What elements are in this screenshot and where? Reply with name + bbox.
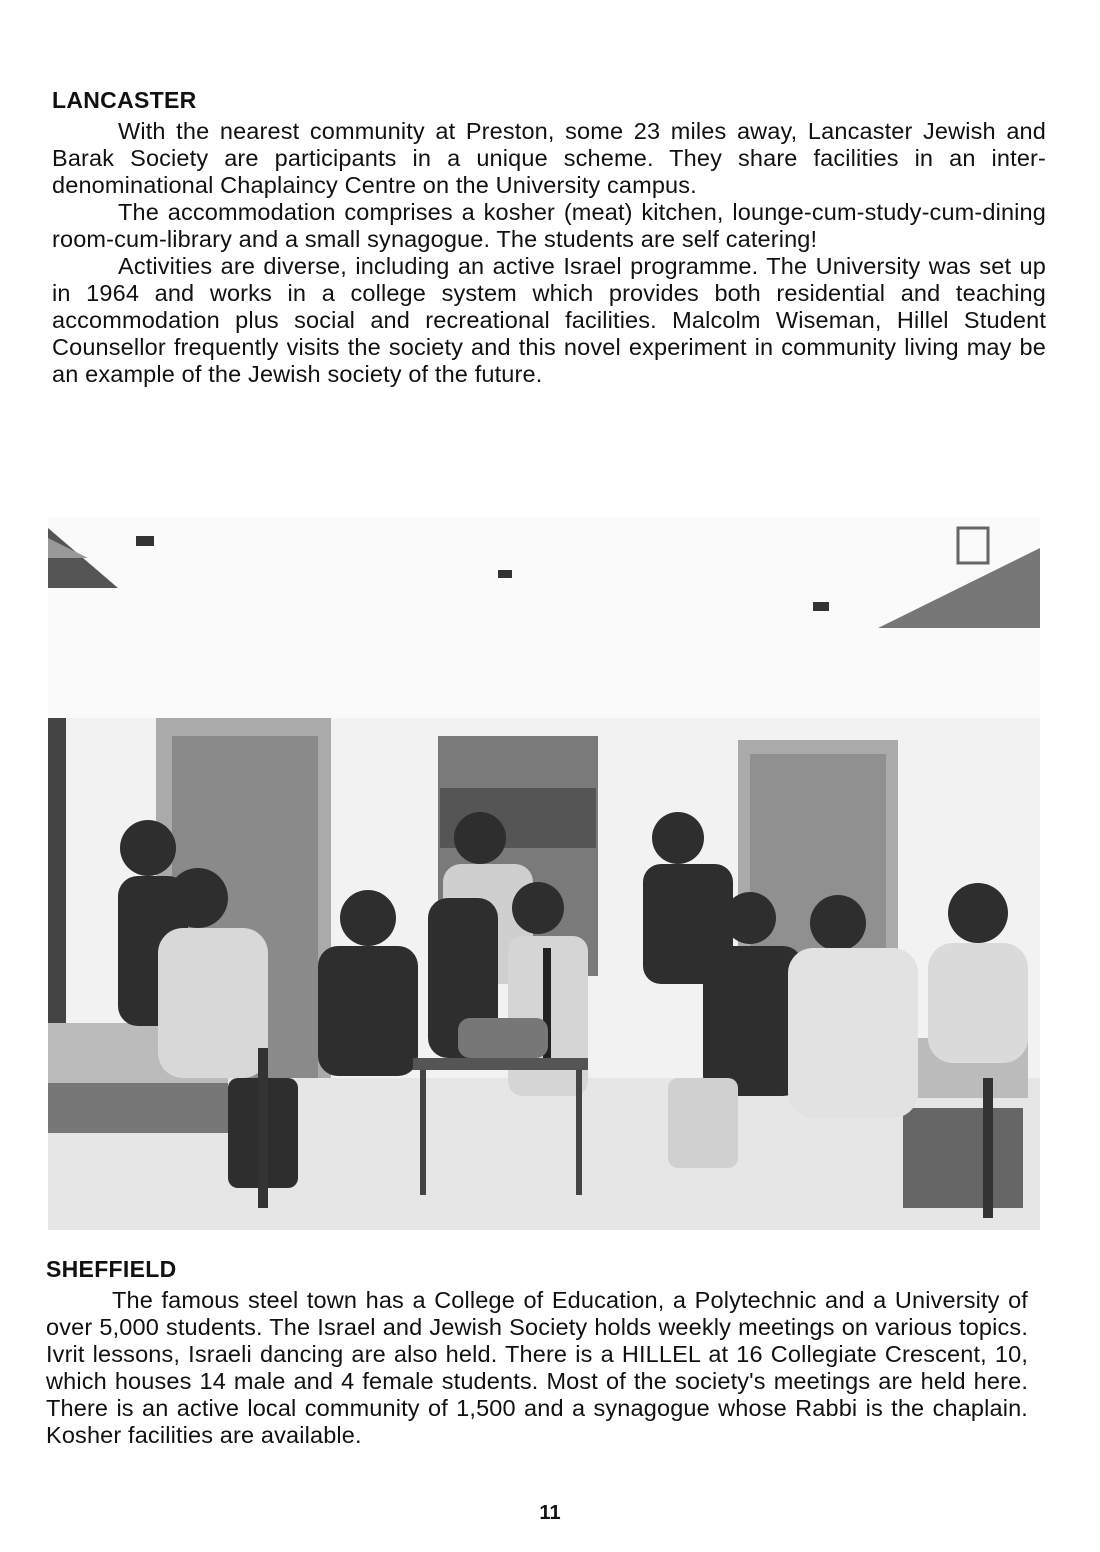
section-heading-sheffield: SHEFFIELD: [46, 1256, 177, 1282]
page-number: 11: [539, 1502, 561, 1524]
lancaster-paragraph-1: With the nearest community at Preston, some 23 miles away, Lancaster Jewish and Barak Society are participants in a unique scheme. They share facilities in an inter-denominational Chaplaincy Centre on the University campus.: [52, 118, 1046, 198]
group-photo: [48, 518, 1040, 1230]
group-photo-illustration: [48, 518, 1040, 1230]
section-sheffield: [46, 1255, 1028, 1449]
sheffield-paragraph-1: The famous steel town has a College of Education, a Polytechnic and a University of over 5,000 students. The Israel and Jewish Society holds weekly meetings on various topics. Ivrit lessons, Israeli dancing are also held. There is a HILLEL at 16 Collegiate Crescent, 10, which houses 14 male and 4 female students. Most of the society's meetings are held here. There is an active local community of 1,500 and a synagogue whose Rabbi is the chaplain. Kosher facilities are available.: [46, 1287, 1028, 1448]
lancaster-paragraph-3: Activities are diverse, including an active Israel programme. The University was set up in 1964 and works in a college system which provides both residential and teaching accommodation plus social and recreational facilities. Malcolm Wiseman, Hillel Student Counsellor frequently visits the society and this novel experiment in community living may be an example of the Jewish society of the future.: [52, 253, 1046, 387]
lancaster-paragraph-2: The accommodation comprises a kosher (meat) kitchen, lounge-cum-study-cum-dining room-cum-library and a small synagogue. The students are self catering!: [52, 199, 1046, 252]
section-heading-lancaster: LANCASTER: [52, 87, 197, 113]
section-lancaster: [52, 86, 1046, 388]
